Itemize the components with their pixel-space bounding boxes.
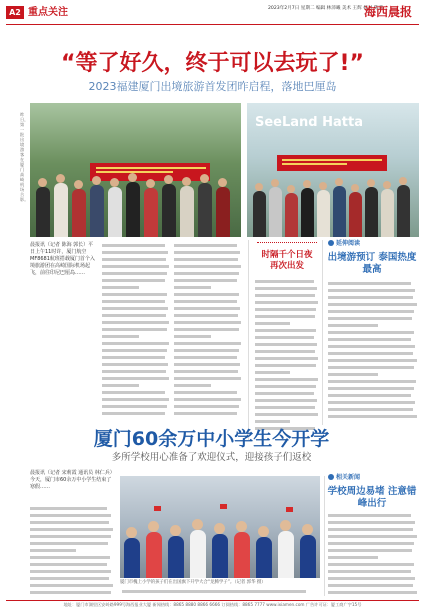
- body-text-line: [328, 413, 418, 420]
- story2-lead: 晨报讯（记者 宋莉霞 通讯员 林仁兵）今天，厦门市60余万中小学生结束了寒假……: [30, 470, 113, 490]
- body-text-line: [328, 526, 418, 533]
- body-text-line: [255, 362, 319, 369]
- body-text-line: [255, 334, 319, 341]
- flag-icon: [154, 506, 161, 511]
- body-text-line: [174, 347, 242, 354]
- body-text-line: [102, 361, 170, 368]
- body-text-line: [102, 354, 170, 361]
- page-header: [0, 0, 425, 26]
- body-text-line: [102, 263, 170, 270]
- body-text-line: [255, 299, 319, 306]
- photo-person: [349, 192, 362, 237]
- body-text-line: [102, 242, 170, 249]
- photo-person-head: [38, 178, 47, 187]
- photo-student-head: [126, 527, 137, 538]
- body-text-line: [102, 347, 170, 354]
- body-text-line: [255, 341, 319, 348]
- column-divider: [324, 476, 325, 596]
- story1-body-col2: [102, 242, 170, 422]
- body-text-line: [328, 343, 418, 350]
- body-text-line: [328, 561, 418, 568]
- story1-subhead: 2023福建厦门出境旅游首发团昨启程，落地巴厘岛: [88, 80, 337, 93]
- body-text-line: [328, 589, 418, 596]
- body-text-line: [174, 403, 242, 410]
- body-text-line: [174, 284, 242, 291]
- body-text-line: [174, 382, 242, 389]
- photo-person: [90, 185, 104, 237]
- body-text-line: [102, 382, 170, 389]
- photo-person-head: [164, 175, 173, 184]
- right-topic-body: [328, 280, 418, 422]
- photo-student: [168, 536, 184, 578]
- photo-person: [317, 190, 330, 237]
- photo-student: [256, 537, 272, 578]
- photo-student-head: [280, 520, 291, 531]
- photo-person-head: [303, 180, 311, 188]
- right-topic2-tag-label: 相关新闻: [336, 474, 361, 481]
- photo-person-head: [351, 184, 359, 192]
- photo-student: [300, 535, 316, 578]
- body-text-line: [102, 319, 170, 326]
- photo-person: [333, 186, 346, 237]
- photo-student-head: [302, 524, 313, 535]
- body-text-line: [328, 392, 418, 399]
- photo-student-head: [258, 526, 269, 537]
- story2-subhead: 多所学校用心准备了欢迎仪式，迎接孩子们返校: [111, 452, 312, 463]
- body-text-line: [255, 404, 319, 411]
- photo-person: [180, 186, 194, 237]
- body-text-line: [328, 364, 418, 371]
- body-text-line: [255, 320, 319, 327]
- body-text-line: [102, 284, 170, 291]
- photo-person-head: [383, 181, 391, 189]
- sidebar-body: [255, 278, 319, 438]
- photo-person: [36, 187, 50, 237]
- photo-person-head: [335, 178, 343, 186]
- body-text-line: [174, 333, 242, 340]
- photo-person: [162, 184, 176, 237]
- photo-person-head: [218, 178, 227, 187]
- photo-person: [108, 187, 122, 237]
- body-text-line: [255, 348, 319, 355]
- photo-person-head: [399, 177, 407, 185]
- story2-body-col1b: [30, 505, 114, 597]
- photo-student: [278, 531, 294, 578]
- photo-person-head: [367, 179, 375, 187]
- photo-person-head: [287, 185, 295, 193]
- section-title: 重点关注: [28, 7, 68, 18]
- body-text-line: [102, 326, 170, 333]
- body-text-line: [255, 278, 319, 285]
- body-text-line: [328, 512, 418, 519]
- body-text-line: [174, 340, 242, 347]
- body-text-line: [102, 270, 170, 277]
- body-text-line: [174, 396, 242, 403]
- photo-person-head: [74, 180, 83, 189]
- story1-photo-destination: [247, 103, 419, 237]
- story2-photo: [120, 476, 320, 578]
- photo-person: [301, 188, 314, 237]
- photo-person-head: [56, 174, 65, 183]
- photo-student: [190, 530, 206, 578]
- body-text-line: [328, 378, 418, 385]
- body-text-line: [30, 505, 114, 512]
- photo-student: [212, 534, 228, 578]
- body-text-line: [328, 357, 418, 364]
- photo-person: [269, 187, 282, 237]
- sidebar-title: 时隔千个日夜 再次出发: [261, 250, 313, 271]
- body-text-line: [102, 340, 170, 347]
- photo-person: [381, 189, 394, 237]
- body-text-line: [30, 561, 114, 568]
- story1-headline: “等了好久，终于可以去玩了!”: [61, 51, 364, 76]
- right-topic-tag-label: 延伸阅读: [336, 240, 361, 247]
- story1-photo-caption: 昨日，第一批出境游客在厦门高崎机场合影。: [20, 112, 29, 202]
- photo-student: [234, 532, 250, 578]
- photo-student-head: [148, 521, 159, 532]
- photo-student-head: [214, 523, 225, 534]
- body-text-line: [122, 588, 322, 595]
- body-text-line: [174, 256, 242, 263]
- flag-icon: [286, 507, 293, 512]
- body-text-line: [174, 312, 242, 319]
- body-text-line: [174, 298, 242, 305]
- story1-lead: 晨报讯（记者 陈海 郭长）平日上午11时许，厦门航空MF8681航班搭载厦门首个入境旅游团在高崎国际机场起飞，前往印尼巴厘岛……: [30, 242, 95, 276]
- story1-body-col3: [174, 242, 242, 422]
- photo-student: [124, 538, 140, 578]
- body-text-line: [174, 270, 242, 277]
- body-text-line: [102, 410, 170, 417]
- body-text-line: [328, 315, 418, 322]
- sidebar-rule: [257, 242, 317, 243]
- right-topic2-body: [328, 512, 418, 598]
- body-text-line: [255, 313, 319, 320]
- bullet-icon: [328, 240, 334, 246]
- photo-person-head: [110, 178, 119, 187]
- photo-person: [285, 193, 298, 237]
- body-text-line: [328, 371, 418, 378]
- right-topic-title: 出境游预订 泰国热度最高: [327, 252, 417, 275]
- body-text-line: [102, 305, 170, 312]
- body-text-line: [30, 512, 114, 519]
- photo-person: [253, 191, 266, 237]
- photo-person: [126, 182, 140, 237]
- photo-person-head: [319, 182, 327, 190]
- body-text-line: [255, 383, 319, 390]
- photo-person: [54, 183, 68, 237]
- body-text-line: [328, 287, 418, 294]
- body-text-line: [102, 375, 170, 382]
- bullet-icon: [328, 474, 334, 480]
- right-topic-tag: [328, 240, 360, 248]
- story2-photo-caption: 厦门市槐上小学的孩子们在出国旗下开学大合“龙腾学子”。（记者 郭华 摄）: [120, 580, 266, 585]
- body-text-line: [328, 399, 418, 406]
- body-text-line: [255, 285, 319, 292]
- dateline: 2023年2月7日 星期二 编辑 林沛曦 美术 王辉 校对 陈蕾: [268, 6, 384, 11]
- photo-banner-text: [96, 167, 206, 177]
- body-text-line: [255, 376, 319, 383]
- body-text-line: [102, 403, 170, 410]
- body-text-line: [328, 308, 418, 315]
- body-text-line: [328, 294, 418, 301]
- photo-person-head: [128, 173, 137, 182]
- body-text-line: [30, 582, 114, 589]
- body-text-line: [102, 291, 170, 298]
- body-text-line: [174, 361, 242, 368]
- body-text-line: [174, 305, 242, 312]
- body-text-line: [328, 547, 418, 554]
- body-text-line: [255, 418, 319, 425]
- body-text-line: [255, 397, 319, 404]
- body-text-line: [174, 375, 242, 382]
- body-text-line: [328, 336, 418, 343]
- right-topic2-title: 学校周边易堵 注意错峰出行: [327, 486, 417, 509]
- body-text-line: [30, 540, 114, 547]
- page-footer: 地址：厦门市湖里区安岭路999号海西报业大厦 新闻热线：8865 8880 8866 6666 订阅热线：8865 7777 www.ixiamen.com 广告许可证：厦工商广字15号: [6, 600, 419, 609]
- body-text-line: [30, 533, 114, 540]
- body-text-line: [30, 519, 114, 526]
- photo-sign: SeeLand Hatta: [255, 115, 363, 130]
- body-text-line: [328, 329, 418, 336]
- body-text-line: [30, 554, 114, 561]
- photo-person-head: [255, 183, 263, 191]
- body-text-line: [174, 410, 242, 417]
- body-text-line: [328, 280, 418, 287]
- body-text-line: [174, 368, 242, 375]
- body-text-line: [328, 322, 418, 329]
- body-text-line: [102, 312, 170, 319]
- body-text-line: [174, 249, 242, 256]
- photo-person: [397, 185, 410, 237]
- body-text-line: [102, 396, 170, 403]
- column-divider: [322, 240, 323, 425]
- body-text-line: [30, 568, 114, 575]
- photo-person-head: [271, 179, 279, 187]
- body-text-line: [328, 301, 418, 308]
- body-text-line: [255, 327, 319, 334]
- photo-student-head: [236, 521, 247, 532]
- body-text-line: [30, 589, 114, 596]
- body-text-line: [328, 385, 418, 392]
- body-text-line: [174, 354, 242, 361]
- right-topic2-tag: [328, 474, 360, 482]
- story2-body-under-photo: [122, 588, 322, 598]
- photo-person: [144, 188, 158, 237]
- story2-headline: 厦门60余万中小学生今开学: [93, 428, 330, 450]
- body-text-line: [102, 333, 170, 340]
- body-text-line: [174, 389, 242, 396]
- body-text-line: [328, 568, 418, 575]
- body-text-line: [255, 369, 319, 376]
- photo-person: [216, 187, 230, 237]
- body-text-line: [255, 306, 319, 313]
- photo-banner-text: [282, 159, 382, 168]
- body-text-line: [255, 355, 319, 362]
- body-text-line: [102, 249, 170, 256]
- body-text-line: [328, 582, 418, 589]
- body-text-line: [255, 390, 319, 397]
- body-text-line: [102, 256, 170, 263]
- photo-person-head: [146, 179, 155, 188]
- body-text-line: [328, 540, 418, 547]
- photo-student-head: [170, 525, 181, 536]
- body-text-line: [102, 368, 170, 375]
- body-text-line: [328, 554, 418, 561]
- newspaper-logo: 海西晨报: [364, 5, 413, 19]
- photo-student: [146, 532, 162, 578]
- body-text-line: [328, 575, 418, 582]
- photo-person: [72, 189, 86, 237]
- flag-icon: [220, 504, 227, 509]
- body-text-line: [102, 389, 170, 396]
- body-text-line: [328, 519, 418, 526]
- body-text-line: [30, 575, 114, 582]
- body-text-line: [174, 242, 242, 249]
- photo-person-head: [92, 176, 101, 185]
- photo-person: [365, 187, 378, 237]
- body-text-line: [328, 350, 418, 357]
- body-text-line: [174, 291, 242, 298]
- body-text-line: [255, 292, 319, 299]
- photo-person: [198, 183, 212, 237]
- body-text-line: [174, 326, 242, 333]
- body-text-line: [102, 277, 170, 284]
- photo-student-head: [192, 519, 203, 530]
- photo-person-head: [200, 174, 209, 183]
- body-text-line: [255, 411, 319, 418]
- body-text-line: [30, 547, 114, 554]
- story1-photo-group: [30, 103, 241, 237]
- body-text-line: [30, 526, 114, 533]
- body-text-line: [328, 406, 418, 413]
- photo-person-head: [182, 177, 191, 186]
- page-number: A2: [6, 6, 24, 19]
- body-text-line: [174, 263, 242, 270]
- body-text-line: [174, 277, 242, 284]
- sidebar-box: [248, 240, 321, 440]
- body-text-line: [102, 298, 170, 305]
- story1-body-col1: [30, 242, 98, 422]
- body-text-line: [328, 533, 418, 540]
- body-text-line: [174, 319, 242, 326]
- header-rule: [6, 24, 419, 25]
